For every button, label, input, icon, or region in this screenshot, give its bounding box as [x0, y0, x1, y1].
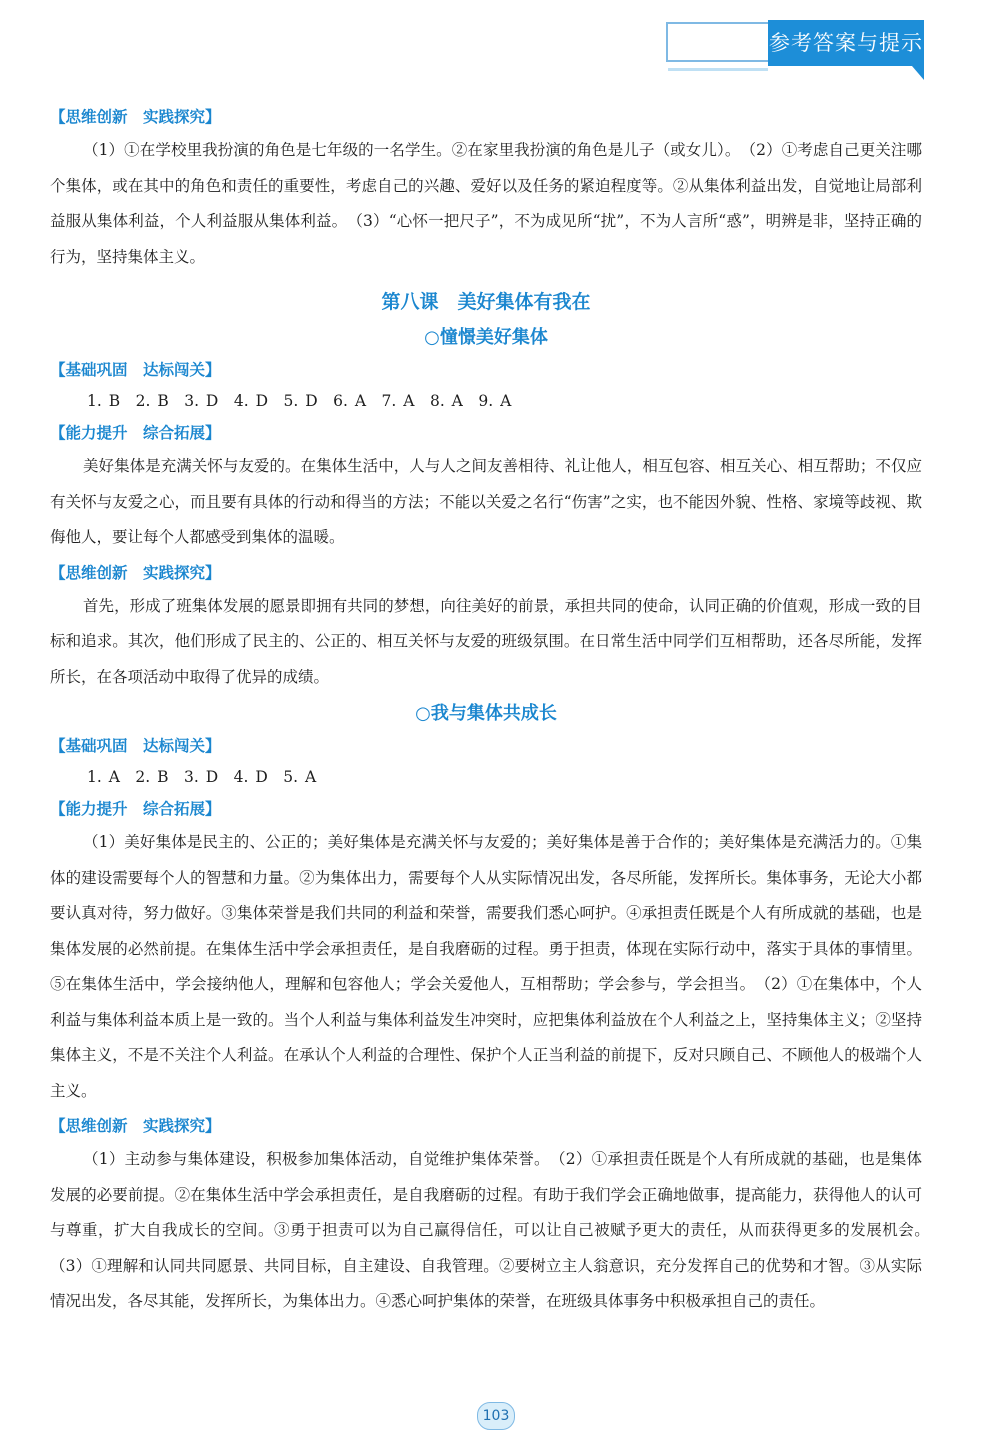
- section-title: ○憧憬美好集体: [424, 327, 548, 348]
- page-number: 103: [477, 1402, 515, 1430]
- section-tag: 【能力提升 综合拓展】: [50, 800, 221, 818]
- answer-paragraph: （1）主动参与集体建设，积极参加集体活动，自觉维护集体荣誉。 （2）①承担责任既是个人有所成就的基础，也是集体发展的必要前提。②在集体生活中学会承担责任，是自我磨砺的过程。有助于我们学会正确地做事，提高能力，获得他人的认可与尊重，扩大自我成长的空间。③勇于担责可以为自己赢得信任，可以让自己被赋予更大的责任，从而获得更多的发展机会。 （3）①理解和认同共同愿景、共同目标，自主建设、自我管理。②要树立主人翁意识，充分发挥自己的优势和才智。③从实际情况出发，各尽其能，发挥所长，为集体出力。④悉心呵护集体的荣誉，在班级具体事务中积极承担自己的责任。: [50, 1150, 938, 1310]
- answer-paragraph: 美好集体是充满关怀与友爱的。在集体生活中，人与人之间友善相待、礼让他人，相互包容、相互关心、相互帮助；不仅应有关怀与友爱之心，而且要有具体的行动和得当的方法；不能以关爱之名行“伤害”之实，也不能因外貌、性格、家境等歧视、欺侮他人，要让每个人都感受到集体的温暖。: [50, 457, 922, 546]
- section-tag: 【思维创新 实践探究】: [50, 563, 221, 582]
- choice-answers: 1. B 2. B 3. D 4. D 5. D 6. A 7. A 8. A 9. A: [87, 392, 512, 410]
- section-tag: 【能力提升 综合拓展】: [50, 424, 221, 442]
- lesson-title: 第八课 美好集体有我在: [381, 291, 591, 313]
- answer-paragraph: （1）美好集体是民主的、公正的；美好集体是充满关怀与友爱的；美好集体是善于合作的；美好集体是充满活力的。①集体的建设需要每个人的智慧和力量。②为集体出力，需要每个人从实际情况出发，各尽所能，发挥所长。集体事务，无论大小都要认真对待，努力做好。③集体荣誉是我们共同的利益和荣誉，需要我们悉心呵护。④承担责任既是个人有所成就的基础，也是集体发展的必然前提。在集体生活中学会承担责任，是自我磨砺的过程。勇于担责，体现在实际行动中，落实于具体的事情里。⑤在集体生活中，学会接纳他人，理解和包容他人；学会关爱他人，互相帮助；学会参与，学会担当。 （2）①在集体中，个人利益与集体利益本质上是一致的。当个人利益与集体利益发生冲突时，应把集体利益放在个人利益之上，坚持集体主义；②坚持集体主义，不是不关注个人利益。在承认个人利益的合理性、保护个人正当利益的前提下，反对只顾自己、不顾他人的极端个人主义。: [50, 833, 922, 1100]
- answer-content: [50, 100, 938, 1320]
- choice-answers: 1. A 2. B 3. D 4. D 5. A: [87, 768, 317, 786]
- section-tag: 【思维创新 实践探究】: [50, 108, 221, 126]
- answer-paragraph: （1）①在学校里我扮演的角色是七年级的一名学生。②在家里我扮演的角色是儿子（或女儿）。 （2）①考虑自己更关注哪个集体，或在其中的角色和责任的重要性，考虑自己的兴趣、爱好以及任务的紧迫程度等。②从集体利益出发，自觉地让局部利益服从集体利益，个人利益服从集体利益。 （3）“心怀一把尺子”，不为成见所“扰”，不为人言所“惑”，明辨是非，坚持正确的行为，坚持集体主义。: [50, 141, 922, 266]
- section-tag: 【基础巩固 达标闯关】: [50, 361, 221, 379]
- header-tab-corner: [912, 66, 924, 80]
- header-frame-box: [666, 22, 768, 62]
- header-tab: 参考答案与提示: [768, 20, 924, 66]
- section-title: ○我与集体共成长: [415, 703, 557, 724]
- header-frame-rule: [668, 68, 768, 71]
- section-tag: 【基础巩固 达标闯关】: [50, 737, 221, 755]
- section-tag: 【思维创新 实践探究】: [50, 1117, 221, 1135]
- answer-paragraph: 首先，形成了班集体发展的愿景即拥有共同的梦想，向往美好的前景，承担共同的使命，认同正确的价值观，形成一致的目标和追求。其次，他们形成了民主的、公正的、相互关怀与友爱的班级氛围。在日常生活中同学们互相帮助，还各尽所能，发挥所长，在各项活动中取得了优异的成绩。: [50, 596, 922, 686]
